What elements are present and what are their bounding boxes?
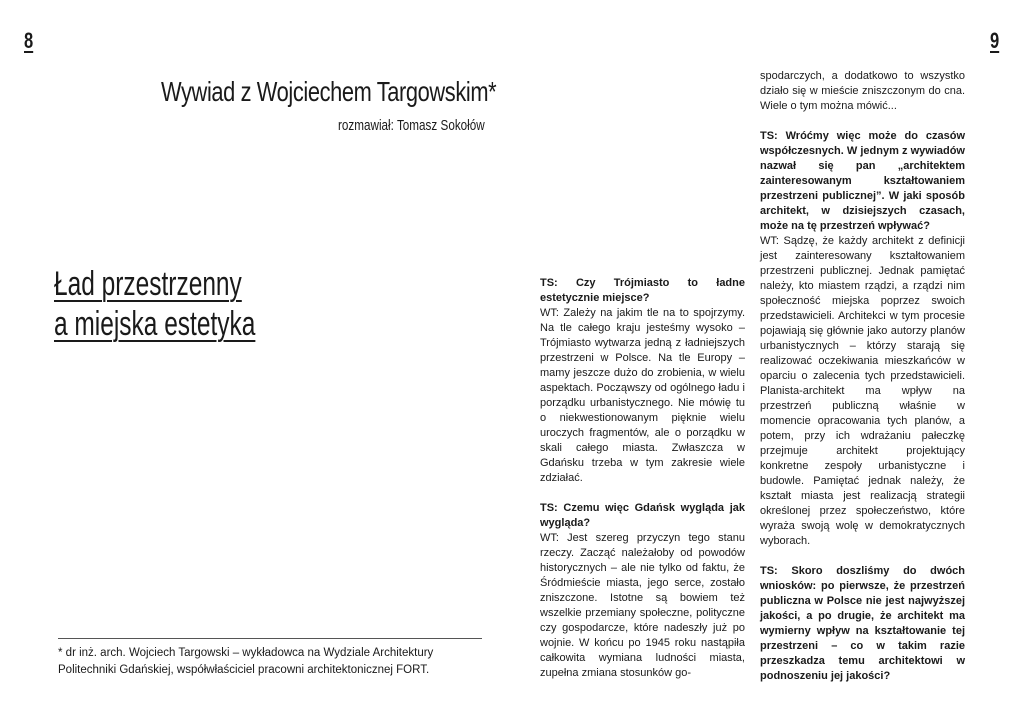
text-column-right (760, 69, 965, 684)
page-number-right: 9 (990, 28, 1000, 53)
question-1: TS: Czy Trójmiasto to ładne estetycznie miejsce? (540, 277, 745, 304)
page-number-left: 8 (24, 28, 34, 53)
answer-2-continued: spodarczych, a dodatkowo to wszystko działo się w mieście zniszczonym do cna. Wiele o tym można mówić... (760, 70, 965, 112)
footnote-divider (58, 638, 482, 639)
text-column-middle (540, 276, 745, 696)
article-title: Wywiad z Wojciechem Targowskim* (161, 76, 497, 107)
section-heading (54, 264, 255, 344)
answer-3: WT: Sądzę, że każdy architekt z definicji jest zainteresowany kształtowaniem przestrzeni publicznej. Jednak pamiętać należy, kto miastem rządzi, a rządzi nim społeczność miejska poprzez swoich przedstawicieli. Architekci w tym procesie pojawiają się głównie jako autorzy planów urbanistycznych – którzy starają się realizować oczekiwania mieszkańców w oparciu o zalecenia tych przedstawicieli. Planista-architekt ma wpływ na przestrzeń publiczną właśnie w momencie opracowania tych planów, a potem, przy ich wdrażaniu pałeczkę przejmuje architekt projektujący konkretne zespoły urbanistyczne i budowle. Pamiętać jednak należy, że kształt miasta jest realizacją strategii określonej przez społeczeństwo, które wyraża swoją wolę w demokratycznych wyborach. (760, 235, 965, 547)
answer-2: WT: Jest szereg przyczyn tego stanu rzeczy. Zacząć należałoby od powodów historycznych – ale nie tylko od faktu, że Śródmieście miasta, jego serce, zostało zniszczone. Istotne są bowiem też wszelkie przemiany społeczne, polityczne czy gospodarcze, które nadeszły już po wojnie. W końcu po 1945 roku nastąpiła całkowita wymiana ludności miasta, zupełna zmiana stosunków go- (540, 532, 745, 679)
answer-1: WT: Zależy na jakim tle na to spojrzymy. Na tle całego kraju jesteśmy wysoko – Trójmiasto wytwarza jedną z ładniejszych przestrzeni w Polsce. Na tle Europy – mamy jeszcze dużo do zrobienia, w wielu aspektach. Począwszy od ogólnego ładu i porządku urbanistycznego. Nie mówię tu o niekwestionowanym pięknie wielu uroczych fragmentów, ale o porządku w skali całego miasta. Zwłaszcza w Gdańsku trzeba w tym zakresie wiele zdziałać. (540, 307, 745, 484)
question-3: TS: Wróćmy więc może do czasów współczesnych. W jednym z wywiadów nazwał się pan „architektem zainteresowanym kształtowaniem przestrzeni publicznej”. W jaki sposób architekt, w dzisiejszych czasach, może na tę przestrzeń wpływać? (760, 130, 965, 232)
question-4: TS: Skoro doszliśmy do dwóch wniosków: po pierwsze, że przestrzeń publiczna w Polsce nie jest najwyższej jakości, a po drugie, że architekt ma wymierny wpływ na kształtowanie tej przestrzeni – co w takim razie przeszkadza temu architektowi w podnoszeniu jej jakości? (760, 565, 965, 682)
footnote: * dr inż. arch. Wojciech Targowski – wykładowca na Wydziale Architektury Politechniki Gdańskiej, współwłaściciel pracowni architektonicznej FORT. (58, 647, 434, 676)
section-heading-line-2: a miejska estetyka (54, 305, 256, 343)
question-2: TS: Czemu więc Gdańsk wygląda jak wygląda? (540, 502, 745, 529)
article-byline: rozmawiał: Tomasz Sokołów (338, 117, 485, 134)
section-heading-line-1: Ład przestrzenny (54, 265, 242, 303)
